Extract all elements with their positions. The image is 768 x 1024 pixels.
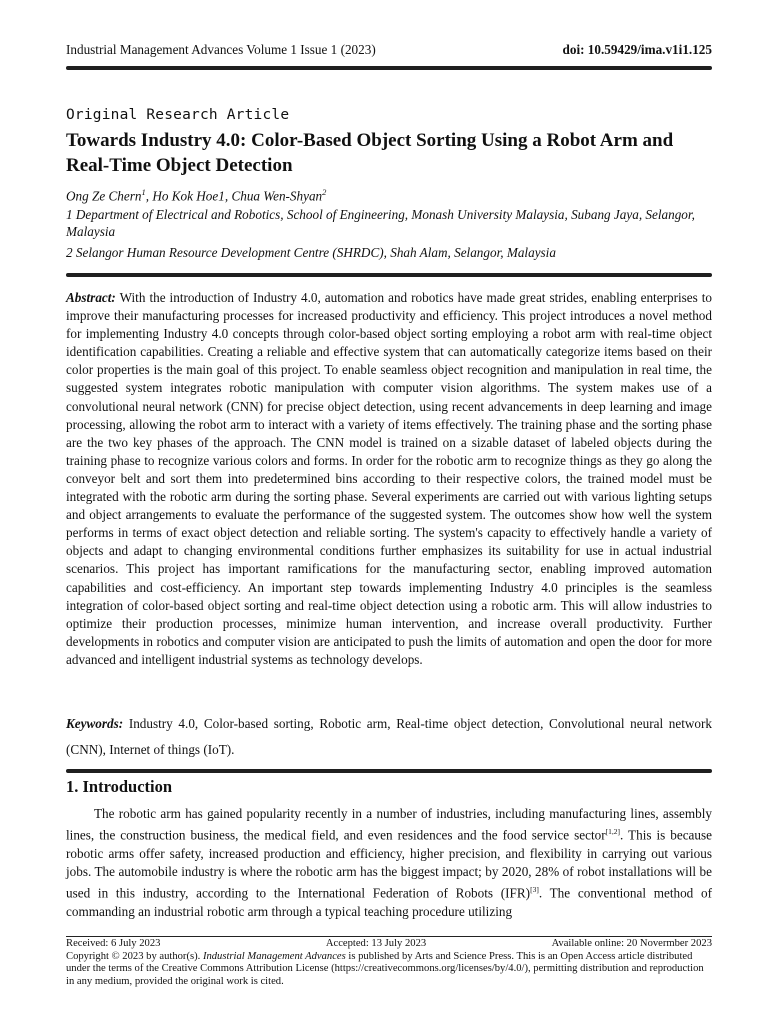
author-separator: ,	[224, 188, 232, 204]
doi-link[interactable]: doi: 10.59429/ima.v1i1.125	[562, 42, 712, 57]
abstract-text: With the introduction of Industry 4.0, automation and robotics have made great strides, enabling enterprises to improve their manufacturing processes for increased productivity and efficiency. This project introduces a novel method for implementing Industry 4.0 concepts through color-based object sorting employing a robot arm with real-time object identification capabilities. Creating a reliable and effective system that can automatically categorize items based on their color properties is the main goal of this project. To enable seamless object recognition and manipulation in real time, the suggested system integrates robotic manipulation with computer vision algorithms. The system makes use of a convolutional neural network (CNN) for precise object detection, using recent advancements in deep learning and image processing, allowing the robot arm to interact with a variety of items effectively. The training phase and the sorting phase are the two key phases of the approach. The CNN model is trained on a sizable dataset of labeled objects during the training phase to recognize various colors and forms. In order for the robotic arm to recognize things as they go along the conveyor belt and sort them into predetermined bins according to their respective colors, the trained model must be integrated with the robotic arm during the sorting phase. Several experiments are carried out with various lighting setups and object arrangements to evaluate the performance of the suggested system. The outcomes show how well the system performs in terms of exact object detection and reliable sorting. The system's capacity to effectively handle a variety of objects and adapt to changing environmental conditions further emphasizes its suitability for use in actual industrial scenarios. This project has important ramifications for the manufacturing sector, enabling improved automation capabilities and cost-efficiency. An important step towards implementing Industry 4.0 principles is the seamless integration of color-based object sorting and real-time object detection using a robotic arm. This will allow industries to optimize their production processes, minimize human intervention, and increase overall productivity. Further developments in robotics and computer vision are anticipated to push the limits of automation and open the door for more advanced and intelligent industrial systems as technology develops.	[66, 290, 712, 667]
header-rule	[66, 66, 712, 70]
copyright-text: Copyright © 2023 by author(s).	[66, 950, 203, 962]
citation-link[interactable]: [3]	[530, 885, 539, 895]
abstract	[66, 289, 712, 669]
keywords-label: Keywords:	[66, 716, 124, 731]
author-affil-mark: 1	[141, 187, 146, 197]
author-list	[66, 184, 326, 204]
author-separator: ,	[145, 188, 153, 204]
citation-link[interactable]: [1,2]	[605, 827, 620, 837]
intro-text: . This is because robotic arms offer safety, increased production and efficiency, higher precision, and flexibility in carrying out various jobs. The automobile industry is where the robotic arm has the biggest impact; by 2020, 28% of robot installations will be used in this industry, according to the International Federation of Robots (IFR)	[66, 827, 712, 901]
affiliation-rule	[66, 273, 712, 277]
affiliation-1: 1 Department of Electrical and Robotics, School of Engineering, Monash University Malaysia, Subang Jaya, Selangor, Malaysia	[66, 207, 695, 239]
author-name: Ong Ze Chern	[66, 188, 142, 204]
received-date: Received: 6 July 2023	[66, 938, 161, 949]
affiliation-2: 2 Selangor Human Resource Development Centre (SHRDC), Shah Alam, Selangor, Malaysia	[66, 245, 556, 260]
intro-text: . The conventional method of commanding an industrial robotic arm through a typical teaching procedure utilizing	[66, 885, 712, 919]
keywords	[66, 711, 712, 763]
running-header	[66, 42, 712, 58]
paper-title: Towards Industry 4.0: Color-Based Object Sorting Using a Robot Arm and Real-Time Object Detection	[66, 130, 674, 176]
copyright-notice	[66, 951, 712, 989]
journal-issue: Industrial Management Advances Volume 1 Issue 1 (2023)	[66, 42, 376, 57]
intro-paragraph	[66, 805, 712, 921]
section-rule	[66, 769, 712, 773]
author-name: Chua Wen-Shyan	[231, 188, 323, 204]
publication-dates	[66, 938, 712, 951]
journal-name: Industrial Management Advances	[202, 950, 346, 962]
page-footer	[66, 938, 712, 988]
available-date: Available online: 20 Novermber 2023	[551, 938, 712, 949]
article-type: Original Research Article	[66, 107, 290, 123]
abstract-label: Abstract:	[66, 290, 116, 305]
author-affil-mark: 2	[322, 187, 327, 197]
intro-text: The robotic arm has gained popularity recently in a number of industries, including manufacturing lines, assembly lines, the construction business, the medical field, and even residences and the food service sector	[66, 806, 712, 843]
section-heading: 1. Introduction	[66, 777, 173, 796]
author-name: Ho Kok Hoe1	[152, 188, 225, 204]
footer-rule	[66, 936, 712, 937]
keywords-text: Industry 4.0, Color-based sorting, Robotic arm, Real-time object detection, Convolutional neural network (CNN), Internet of things (IoT).	[66, 716, 712, 757]
accepted-date: Accepted: 13 July 2023	[325, 938, 427, 949]
license-text: is published by Arts and Science Press. This is an Open Access article distributed under the terms of the Creative Commons Attribution License (https://creativecommons.org/licenses/by/4.0/), permitting distribution and reproduction in any medium, provided the original work is cited.	[66, 950, 704, 987]
